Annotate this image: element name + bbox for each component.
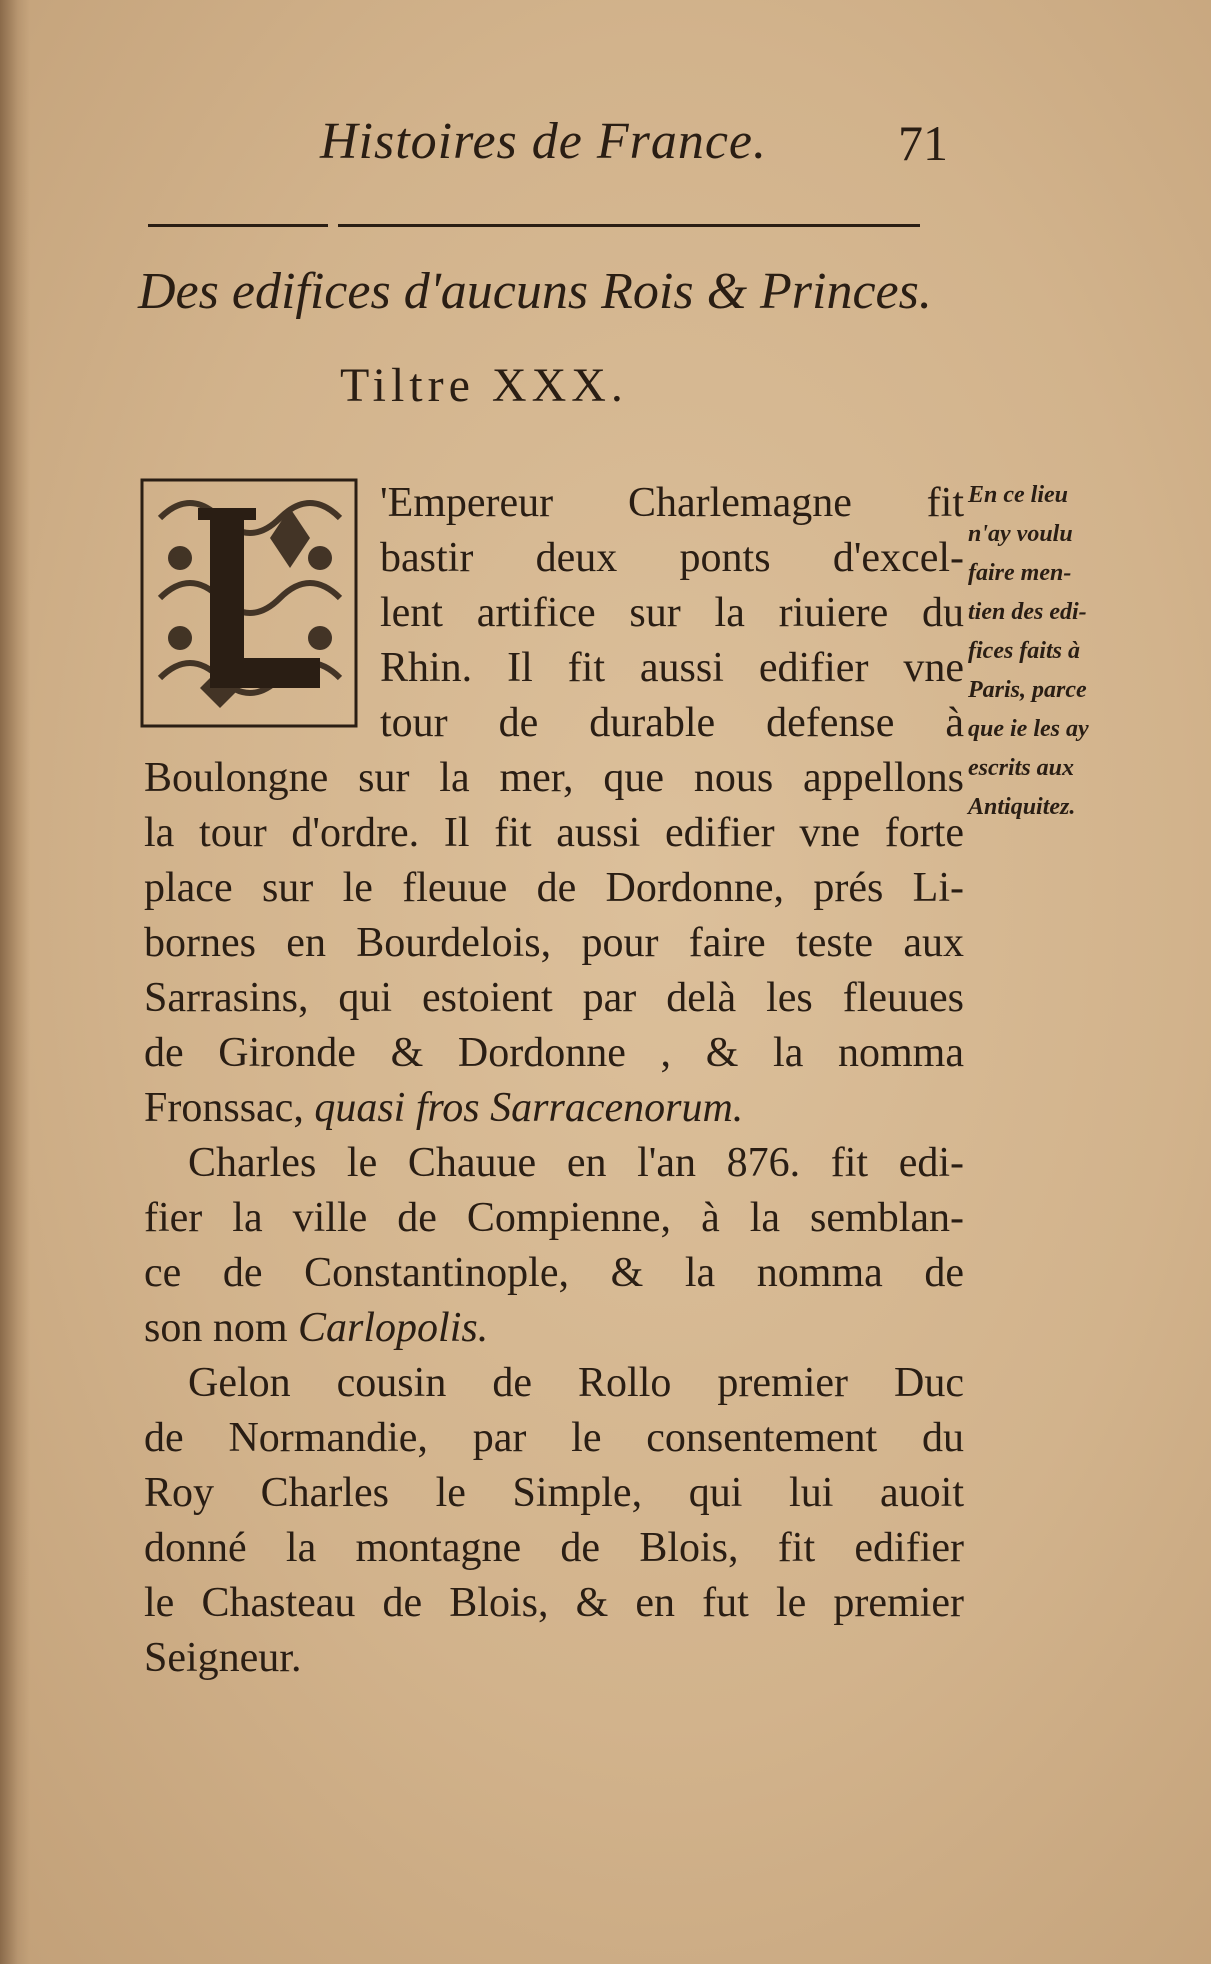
margin-note [968, 476, 1158, 827]
text-line: bornes en Bourdelois, pour faire teste aux [144, 920, 964, 966]
text-line [144, 1301, 964, 1356]
text-line: Sarrasins, qui estoient par delà les fleuues [144, 975, 964, 1021]
margin-note-line: escrits aux [968, 755, 1075, 781]
text-line: de Normandie, par le consentement du [144, 1415, 964, 1461]
running-title: Histoires de France. [320, 113, 767, 170]
text-line: Roy Charles le Simple, qui lui auoit [144, 1470, 964, 1516]
text-line: de Gironde & Dordonne , & la nomma [144, 1030, 964, 1076]
text-line: Seigneur. [144, 1635, 302, 1681]
chapter-title: Tiltre XXX. [340, 359, 628, 412]
text-line: la tour d'ordre. Il fit aussi edifier vne forte [144, 810, 964, 856]
text-line: lent artifice sur la riuiere du [380, 590, 964, 636]
carlopolis-prefix: son nom [144, 1305, 288, 1351]
carlopolis-name: Carlopolis. [298, 1305, 489, 1351]
text-line: place sur le fleuue de Dordonne, prés Li- [144, 865, 964, 911]
margin-note-line: tien des edi- [968, 599, 1087, 625]
margin-note-line: fices faits à [968, 638, 1080, 664]
fronsac-latin: quasi fros Sarracenorum. [314, 1085, 744, 1131]
body-text [144, 476, 964, 1686]
margin-note-line: n'ay voulu [968, 521, 1073, 547]
text-line: fier la ville de Compienne, à la semblan- [144, 1195, 964, 1241]
text-line: 'Empereur Charlemagne fit [380, 480, 964, 526]
text-line: Boulongne sur la mer, que nous appellons [144, 755, 964, 801]
text-line: le Chasteau de Blois, & en fut le premier [144, 1580, 964, 1626]
margin-note-line: faire men- [968, 560, 1072, 586]
text-line: tour de durable defense à [380, 700, 964, 746]
header-rule-right [338, 224, 920, 227]
text-line [144, 1081, 964, 1136]
text-line: bastir deux ponts d'excel- [380, 535, 964, 581]
text-line: Rhin. Il fit aussi edifier vne [380, 645, 964, 691]
text-line: ce de Constantinople, & la nomma de [144, 1250, 964, 1296]
page-number: 71 [898, 115, 948, 171]
header-rule-left [148, 224, 328, 227]
margin-note-line: que ie les ay [968, 716, 1089, 742]
margin-note-line: En ce lieu [968, 482, 1068, 508]
fronsac-text: Fronssac, [144, 1085, 304, 1131]
section-heading: Des edifices d'aucuns Rois & Princes. [138, 263, 932, 320]
page-gutter-shadow [0, 0, 30, 1964]
text-line: Charles le Chauue en l'an 876. fit edi- [188, 1140, 964, 1186]
text-line: donné la montagne de Blois, fit edifier [144, 1525, 964, 1571]
margin-note-line: Paris, parce [968, 677, 1087, 703]
margin-note-line: Antiquitez. [968, 794, 1076, 820]
text-line: Gelon cousin de Rollo premier Duc [188, 1360, 964, 1406]
